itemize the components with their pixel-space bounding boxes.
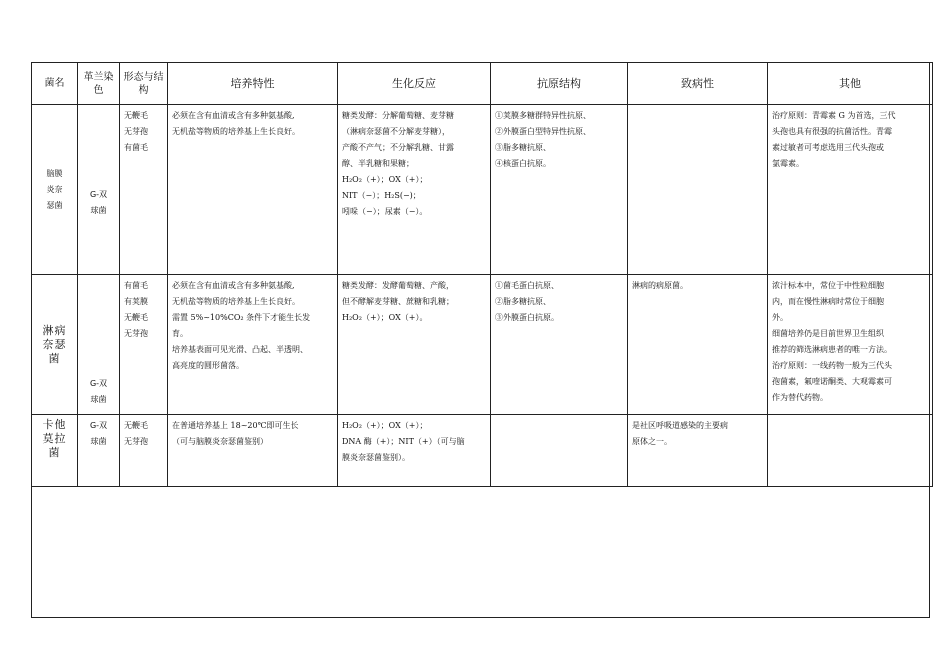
header-antigen: 抗原结构 xyxy=(491,63,628,105)
cell-antigen xyxy=(491,415,628,487)
cell-name: 卡他 莫拉 菌 xyxy=(32,415,78,487)
cell-morph: 有菌毛 有荚膜 无鞭毛 无芽孢 xyxy=(120,275,168,415)
cell-antigen: ①菌毛蛋白抗原、 ②脂多糖抗原、 ③外膜蛋白抗原。 xyxy=(491,275,628,415)
bacteria-table xyxy=(31,62,933,487)
cell-gram: G-双 球菌 xyxy=(78,105,120,275)
cell-pathogen: 淋病的病原菌。 xyxy=(628,275,768,415)
cell-antigen: ①荚膜多糖群特异性抗原、 ②外膜蛋白型特异性抗原、 ③脂多糖抗原、 ④核蛋白抗原。 xyxy=(491,105,628,275)
table-row xyxy=(32,105,933,275)
header-pathogen: 致病性 xyxy=(628,63,768,105)
cell-biochem: 糖类发酵：发酵葡萄糖、产酸， 但不酵解麦芽糖、蔗糖和乳糖； H₂O₂（+）；OX（+）。 xyxy=(338,275,491,415)
cell-gram: G-双 球菌 xyxy=(78,415,120,487)
table-row xyxy=(32,415,933,487)
cell-name: 脑膜 炎奈 瑟菌 xyxy=(32,105,78,275)
cell-biochem: 糖类发酵：分解葡萄糖、麦芽糖 （淋病奈瑟菌不分解麦芽糖）， 产酸不产气；不分解乳糖、甘露 醇、半乳糖和果糖； H₂O₂（+）；OX（+）； NIT（−）；H₂S(−)； 吲哚（−）；尿素（−）。 xyxy=(338,105,491,275)
header-biochem: 生化反应 xyxy=(338,63,491,105)
cell-gram: G-双 球菌 xyxy=(78,275,120,415)
cell-pathogen: 是社区呼吸道感染的主要病 原体之一。 xyxy=(628,415,768,487)
table-row xyxy=(32,275,933,415)
cell-morph: 无鞭毛 无芽孢 有菌毛 xyxy=(120,105,168,275)
cell-culture: 必须在含有血清或含有多种氨基酸, 无机盐等物质的培养基上生长良好。 需置 5%~10%CO₂ 条件下才能生长发 育。 培养基表面可见光滑、凸起、半透明、 高亮度的圆形菌落。 xyxy=(168,275,338,415)
cell-other: 浓汁标本中，常位于中性粒细胞 内，而在慢性淋病时常位于细胞 外。 细菌培养仍是目前世界卫生组织 推荐的筛选淋病患者的唯一方法。 治疗原则：一线药物一般为三代头 孢菌素，氟喹诺酮类、大观霉素可 作为替代药物。 xyxy=(768,275,933,415)
cell-culture: 必须在含有血清或含有多种氨基酸, 无机盐等物质的培养基上生长良好。 xyxy=(168,105,338,275)
cell-name: 淋病 奈瑟 菌 xyxy=(32,275,78,415)
header-other: 其他 xyxy=(768,63,933,105)
cell-pathogen xyxy=(628,105,768,275)
header-culture: 培养特性 xyxy=(168,63,338,105)
header-row xyxy=(32,63,933,105)
cell-other: 治疗原则：青霉素 G 为首选，三代 头孢也具有很强的抗菌活性。青霉 素过敏者可考虑选用三代头孢或 氯霉素。 xyxy=(768,105,933,275)
cell-biochem: H₂O₂（+）；OX（+）； DNA 酶（+）；NIT（+）（可与脑 膜炎奈瑟菌鉴别）。 xyxy=(338,415,491,487)
header-name: 菌名 xyxy=(32,63,78,105)
cell-morph: 无鞭毛 无芽孢 xyxy=(120,415,168,487)
cell-culture: 在普通培养基上 18~20℃即可生长 （可与脑膜炎奈瑟菌鉴别） xyxy=(168,415,338,487)
header-morph: 形态与结构 xyxy=(120,63,168,105)
header-gram: 革兰染色 xyxy=(78,63,120,105)
cell-other xyxy=(768,415,933,487)
